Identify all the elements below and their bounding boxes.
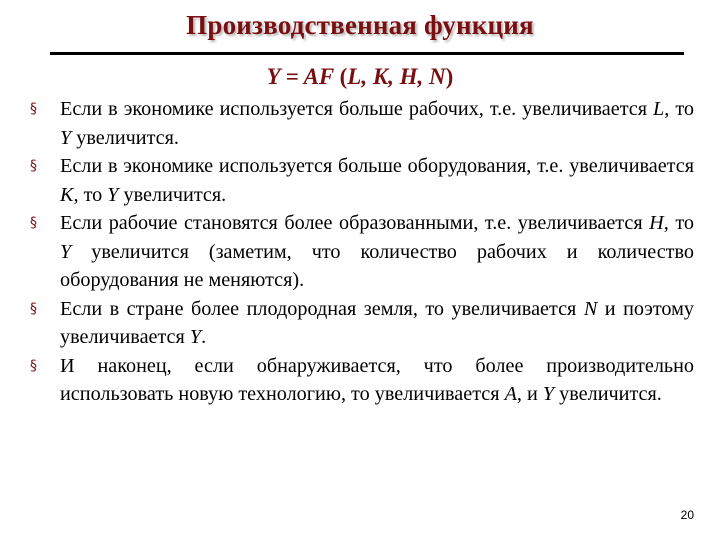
bullet-text: , и <box>516 383 543 405</box>
bullet-text: и поэтому увеличивается <box>60 297 695 348</box>
bullet-text: увеличится. <box>554 383 662 405</box>
bullet-text: Если в экономике используется больше оборудования, т.е. увеличивается <box>60 155 694 177</box>
variable-h: H <box>649 212 664 234</box>
variable-y: Y <box>60 240 72 263</box>
bullet-item-natural-resources <box>30 295 694 352</box>
bullet-text: увеличится. <box>71 126 179 149</box>
bullet-marker-icon: § <box>30 158 37 174</box>
variable-l: L <box>653 98 665 120</box>
variable-a: A <box>504 383 517 405</box>
bullet-item-labor <box>30 95 694 152</box>
bullet-marker-icon: § <box>30 300 37 317</box>
variable-y: Y <box>189 326 202 348</box>
variable-y: Y <box>60 126 72 149</box>
bullet-text: Если в стране более плодородная земля, то увеличивается <box>60 297 584 320</box>
page-number: 20 <box>680 508 694 522</box>
bullet-text: , то <box>664 98 694 120</box>
bullet-text: . <box>201 326 207 348</box>
variable-n: N <box>583 297 598 320</box>
bullet-list <box>30 95 694 409</box>
bullet-text: Если рабочие становятся более образованными, т.е. увеличивается <box>60 212 650 234</box>
bullet-marker-icon: § <box>30 101 37 117</box>
bullet-marker-icon: § <box>30 215 37 231</box>
bullet-text: , то <box>663 212 694 234</box>
production-function-formula <box>0 64 720 90</box>
bullet-item-capital <box>30 152 694 209</box>
bullet-text: И наконец, если обнаруживается, что более производительно использовать новую технологию, то увеличивается <box>60 354 694 405</box>
bullet-text: увеличится. <box>118 183 227 206</box>
formula-open-paren: ( <box>339 64 348 89</box>
bullet-text: , то <box>73 183 108 206</box>
bullet-text: увеличится (заметим, что количество рабочих и количество оборудования не меняются). <box>60 240 694 291</box>
variable-y: Y <box>107 183 119 206</box>
formula-arguments: L, K, H, N <box>347 64 446 89</box>
bullet-item-technology <box>30 352 694 409</box>
title-divider <box>50 52 684 55</box>
slide-title: Производственная функция <box>186 10 534 40</box>
bullet-item-human-capital <box>30 209 694 295</box>
bullet-marker-icon: § <box>30 357 37 374</box>
formula-lhs: Y = AF <box>266 64 340 89</box>
variable-y: Y <box>542 383 555 405</box>
bullet-text: Если в экономике используется больше рабочих, т.е. увеличивается <box>60 98 654 120</box>
formula-close-paren: ) <box>445 64 454 89</box>
variable-k: K <box>60 183 74 206</box>
